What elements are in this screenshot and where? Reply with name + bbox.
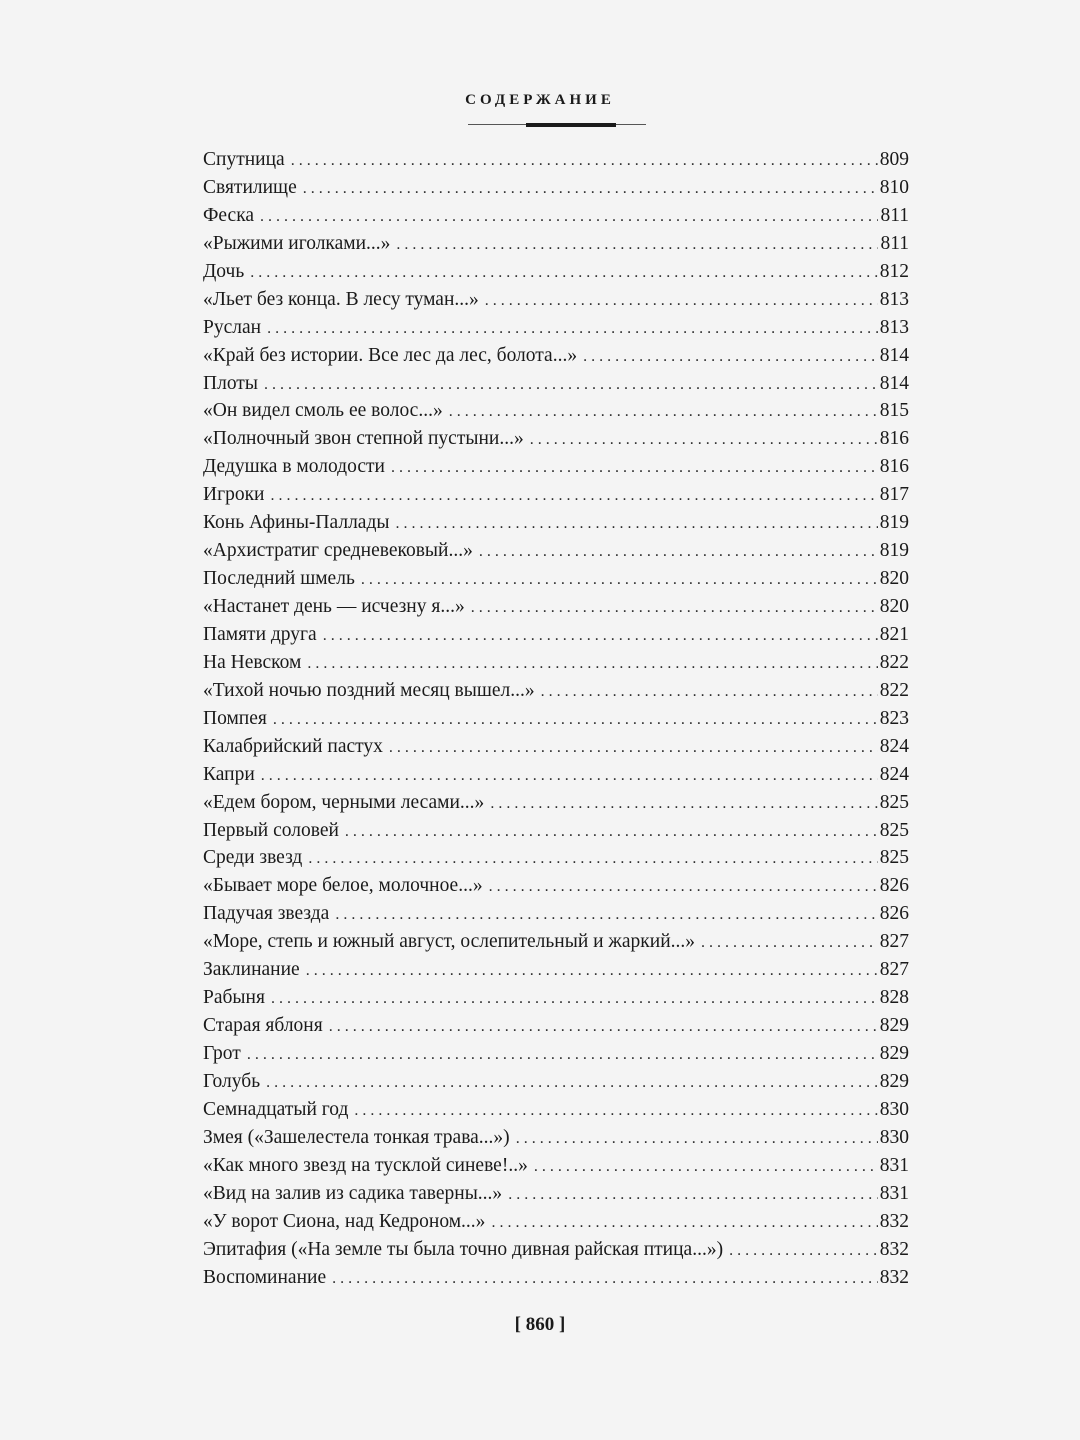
toc-entry xyxy=(203,593,909,621)
toc-entry-title: «Бывает море белое, молочное...» xyxy=(203,875,483,897)
toc-entry-page: 819 xyxy=(879,540,909,562)
dot-leader xyxy=(303,175,878,202)
toc-entry-title: Калабрийский пастух xyxy=(203,735,383,757)
toc-entry-title: Змея («Зашелестела тонкая трава...») xyxy=(203,1126,510,1148)
dot-leader xyxy=(273,706,878,733)
dot-leader xyxy=(583,343,878,370)
dot-leader xyxy=(490,790,877,817)
toc-entry xyxy=(203,733,909,761)
toc-entry-title: «Настанет день — исчезну я...» xyxy=(203,596,465,617)
dot-leader xyxy=(329,1013,878,1040)
dot-leader xyxy=(345,818,878,845)
toc-entry-title: Игроки xyxy=(203,484,265,506)
toc-entry-page: 824 xyxy=(879,735,909,757)
toc-entry xyxy=(203,342,909,370)
toc-entry xyxy=(203,984,909,1012)
toc-entry xyxy=(203,1152,909,1180)
toc-entry xyxy=(203,1208,909,1236)
toc-entry xyxy=(203,900,909,928)
toc-entry-page: 823 xyxy=(879,707,909,729)
toc-entry-title: «Вид на залив из садика таверны...» xyxy=(203,1182,503,1204)
toc-entry xyxy=(203,928,909,956)
toc-entry-page: 809 xyxy=(879,149,909,170)
toc-entry-page: 813 xyxy=(879,288,909,310)
toc-entry-page: 817 xyxy=(879,484,909,506)
toc-entry xyxy=(203,1264,909,1292)
toc-entry xyxy=(203,425,909,453)
toc-entry-page: 814 xyxy=(879,344,909,366)
toc-entry-title: «Льет без конца. В лесу туман...» xyxy=(203,288,479,310)
toc-entry-page: 832 xyxy=(879,1266,909,1288)
toc-entry-title: Старая яблоня xyxy=(203,1015,323,1037)
toc-entry-page: 819 xyxy=(879,512,909,534)
dot-leader xyxy=(541,678,878,705)
toc-entry-title: Голубь xyxy=(203,1070,261,1092)
dot-leader xyxy=(485,287,878,314)
toc-entry xyxy=(203,565,909,593)
toc-entry xyxy=(203,956,909,984)
toc-entry-page: 821 xyxy=(879,623,909,645)
toc-entry xyxy=(203,1124,909,1152)
dot-leader xyxy=(250,259,878,286)
toc-entry-title: Святилище xyxy=(203,176,297,198)
toc-entry-page: 830 xyxy=(879,1098,909,1120)
toc-entry-page: 820 xyxy=(879,568,909,590)
toc-entry xyxy=(203,286,909,314)
toc-entry-page: 832 xyxy=(879,1210,909,1232)
toc-entry xyxy=(203,844,909,872)
toc-entry-title: Первый соловей xyxy=(203,819,339,841)
toc-entry xyxy=(203,258,909,286)
dot-leader xyxy=(701,929,878,956)
table-of-contents xyxy=(203,146,909,1291)
dot-leader xyxy=(395,510,877,537)
toc-entry-title: Помпея xyxy=(203,707,267,729)
toc-entry-page: 830 xyxy=(879,1126,909,1148)
toc-entry-title: Последний шмель xyxy=(203,568,355,590)
toc-entry xyxy=(203,1180,909,1208)
running-head: СОДЕРЖАНИЕ xyxy=(465,92,615,108)
toc-entry xyxy=(203,1040,909,1068)
dot-leader xyxy=(479,538,878,565)
dot-leader xyxy=(530,426,878,453)
toc-entry-title: «Он видел смоль ее волос...» xyxy=(203,400,443,422)
dot-leader xyxy=(335,901,877,928)
toc-entry xyxy=(203,705,909,733)
toc-entry-page: 826 xyxy=(879,875,909,897)
dot-leader xyxy=(267,315,878,342)
page-number: [ 860 ] xyxy=(514,1314,566,1335)
dot-leader xyxy=(489,873,878,900)
toc-entry-title: Плоты xyxy=(203,372,258,394)
toc-entry xyxy=(203,370,909,398)
toc-entry-title: Грот xyxy=(203,1043,241,1064)
toc-entry-page: 831 xyxy=(879,1154,909,1176)
dot-leader xyxy=(508,1181,878,1208)
toc-entry-page: 832 xyxy=(879,1238,909,1260)
dot-leader xyxy=(264,371,878,398)
toc-entry-page: 826 xyxy=(879,903,909,925)
toc-entry-title: Падучая звезда xyxy=(203,903,330,925)
toc-entry-title: Капри xyxy=(203,763,255,785)
toc-entry xyxy=(203,649,909,677)
dot-leader xyxy=(534,1153,878,1180)
dot-leader xyxy=(266,1069,878,1096)
dot-leader xyxy=(449,398,878,425)
toc-entry-page: 831 xyxy=(879,1182,909,1204)
dot-leader xyxy=(361,566,878,593)
toc-entry-title: «Море, степь и южный август, ослепительный и жаркий...» xyxy=(203,931,696,953)
toc-entry xyxy=(203,314,909,342)
toc-entry-page: 814 xyxy=(879,372,909,394)
toc-entry-page: 825 xyxy=(879,819,909,841)
dot-leader xyxy=(516,1125,878,1152)
toc-entry-title: «Рыжими иголками...» xyxy=(203,232,391,254)
toc-entry-page: 811 xyxy=(880,204,909,226)
toc-entry xyxy=(203,202,909,230)
dot-leader xyxy=(391,454,878,481)
toc-entry-title: Рабыня xyxy=(203,987,265,1009)
toc-entry-title: «Тихой ночью поздний месяц вышел...» xyxy=(203,679,535,701)
toc-entry xyxy=(203,146,909,174)
toc-entry-page: 815 xyxy=(879,400,909,422)
dot-leader xyxy=(260,203,878,230)
toc-entry-page: 827 xyxy=(879,931,909,953)
toc-entry-title: Дедушка в молодости xyxy=(203,456,385,478)
toc-entry-page: 820 xyxy=(879,596,909,617)
toc-entry-page: 811 xyxy=(880,232,909,254)
toc-entry-page: 810 xyxy=(879,176,909,198)
toc-entry xyxy=(203,230,909,258)
toc-entry-title: Памяти друга xyxy=(203,623,317,645)
toc-entry-page: 825 xyxy=(879,847,909,869)
toc-entry xyxy=(203,397,909,425)
toc-entry xyxy=(203,677,909,705)
toc-entry xyxy=(203,174,909,202)
toc-entry xyxy=(203,1236,909,1264)
dot-leader xyxy=(389,734,878,761)
toc-entry-title: «Край без истории. Все лес да лес, болота...» xyxy=(203,344,578,366)
toc-entry-page: 829 xyxy=(879,1043,909,1064)
dot-leader xyxy=(291,147,878,174)
toc-entry-title: Конь Афины-Паллады xyxy=(203,512,390,534)
toc-entry-page: 829 xyxy=(879,1070,909,1092)
dot-leader xyxy=(271,482,878,509)
toc-entry-title: «Как много звезд на тусклой синеве!..» xyxy=(203,1154,528,1176)
toc-entry-title: Семнадцатый год xyxy=(203,1098,349,1120)
dot-leader xyxy=(261,762,878,789)
toc-entry xyxy=(203,817,909,845)
head-rule-accent xyxy=(526,123,616,127)
toc-entry-page: 825 xyxy=(879,791,909,813)
dot-leader xyxy=(354,1097,877,1124)
toc-entry-page: 829 xyxy=(879,1015,909,1037)
toc-entry-title: Эпитафия («На земле ты была точно дивная райская птица...») xyxy=(203,1238,724,1260)
toc-entry-title: Воспоминание xyxy=(203,1266,327,1288)
toc-entry xyxy=(203,872,909,900)
toc-entry xyxy=(203,621,909,649)
toc-entry-page: 827 xyxy=(879,959,909,981)
toc-entry xyxy=(203,537,909,565)
toc-entry-title: Руслан xyxy=(203,316,262,338)
toc-entry xyxy=(203,453,909,481)
toc-entry-title: «Едем бором, черными лесами...» xyxy=(203,791,485,813)
toc-entry xyxy=(203,1012,909,1040)
toc-entry xyxy=(203,1096,909,1124)
dot-leader xyxy=(332,1265,878,1292)
dot-leader xyxy=(247,1041,878,1068)
toc-entry xyxy=(203,509,909,537)
toc-entry xyxy=(203,481,909,509)
dot-leader xyxy=(491,1209,877,1236)
toc-entry-page: 828 xyxy=(879,987,909,1009)
toc-entry-page: 824 xyxy=(879,763,909,785)
dot-leader xyxy=(271,985,878,1012)
dot-leader xyxy=(306,957,878,984)
toc-entry-title: Дочь xyxy=(203,260,245,282)
dot-leader xyxy=(471,594,878,621)
toc-entry-title: На Невском xyxy=(203,651,302,673)
toc-entry-page: 816 xyxy=(879,428,909,450)
dot-leader xyxy=(323,622,878,649)
dot-leader xyxy=(308,845,877,872)
dot-leader xyxy=(729,1237,878,1264)
toc-entry-title: «Архистратиг средневековый...» xyxy=(203,540,473,562)
toc-entry-title: «У ворот Сиона, над Кедроном...» xyxy=(203,1210,486,1232)
toc-entry-title: Феска xyxy=(203,204,255,226)
toc-entry-title: Среди звезд xyxy=(203,847,303,869)
toc-entry-page: 812 xyxy=(879,260,909,282)
toc-entry-page: 816 xyxy=(879,456,909,478)
toc-entry xyxy=(203,1068,909,1096)
toc-entry xyxy=(203,761,909,789)
toc-entry-page: 822 xyxy=(879,679,909,701)
toc-entry xyxy=(203,789,909,817)
toc-entry-page: 813 xyxy=(879,316,909,338)
toc-entry-title: «Полночный звон степной пустыни...» xyxy=(203,428,524,450)
dot-leader xyxy=(307,650,877,677)
toc-entry-title: Спутница xyxy=(203,149,285,170)
dot-leader xyxy=(396,231,878,258)
toc-entry-page: 822 xyxy=(879,651,909,673)
toc-entry-title: Заклинание xyxy=(203,959,300,981)
